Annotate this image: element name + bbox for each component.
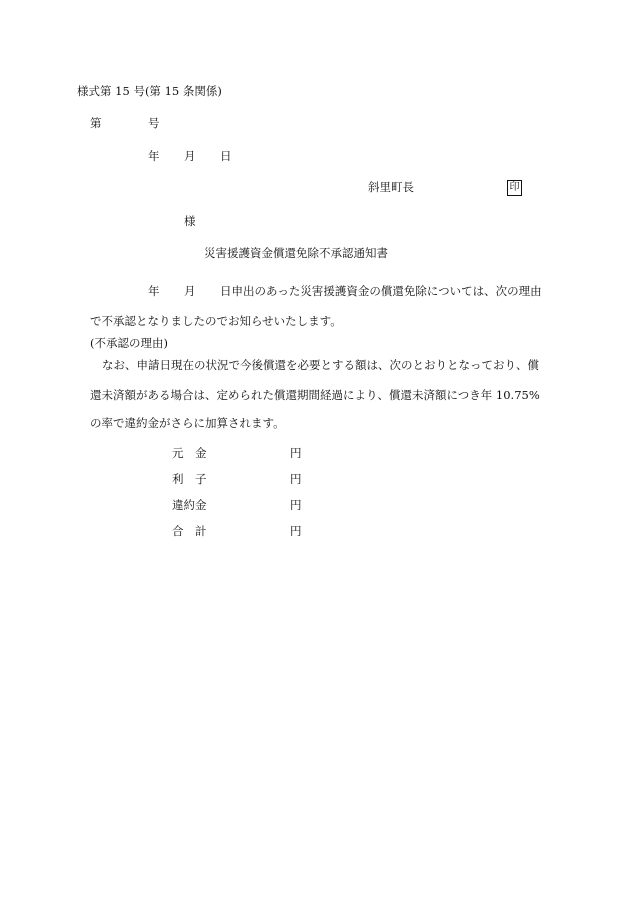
amount-penalty-label: 違約金	[172, 498, 207, 512]
note-line2: 還未済額がある場合は、定められた償還期間経過により、償還未済額につき年 10.75%	[90, 388, 540, 402]
body-month: 月	[184, 284, 196, 298]
date-month: 月	[184, 149, 196, 163]
amount-interest-label: 利 子	[172, 472, 207, 486]
amount-total-unit: 円	[290, 524, 302, 538]
date-year: 年	[148, 149, 160, 163]
note-line1: なお、申請日現在の状況で今後償還を必要とする額は、次のとおりとなっており、償	[102, 358, 539, 372]
amount-principal-unit: 円	[290, 446, 302, 460]
body-line2: で不承認となりましたのでお知らせいたします。	[90, 314, 342, 328]
body-line1-text: 日申出のあった災害援護資金の償還免除については、次の理由	[220, 284, 542, 298]
document-title: 災害援護資金償還免除不承認通知書	[204, 246, 388, 260]
number-go: 号	[148, 116, 160, 130]
seal-mark: 印	[507, 180, 522, 196]
issuer-name: 斜里町長	[368, 180, 414, 194]
date-day: 日	[220, 149, 232, 163]
body-year: 年	[148, 284, 160, 298]
addressee-sama: 様	[184, 214, 196, 228]
amount-principal-label: 元 金	[172, 446, 207, 460]
note-line3: の率で違約金がさらに加算されます。	[90, 416, 285, 430]
amount-interest-unit: 円	[290, 472, 302, 486]
form-title: 様式第 15 号(第 15 条関係)	[77, 84, 222, 98]
amount-penalty-unit: 円	[290, 498, 302, 512]
amount-total-label: 合 計	[172, 524, 207, 538]
reason-heading: (不承認の理由)	[90, 336, 168, 350]
number-dai: 第	[90, 116, 102, 130]
body-line1	[148, 284, 542, 298]
